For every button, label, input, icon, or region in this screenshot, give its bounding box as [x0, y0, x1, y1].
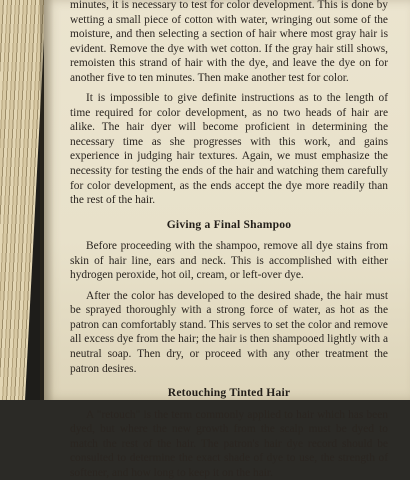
heading-retouching: Retouching Tinted Hair — [167, 386, 291, 400]
page-gutter-shadow — [40, 0, 54, 400]
page-text — [70, 0, 388, 480]
book-page — [44, 0, 410, 479]
paragraph-retouch-definition: A "retouch" is the term commonly applied to hair which has been dyed, but where the new growth from the scalp must be dyed to match the rest of the hair. The patron's hair dye record should be consulted to determine the exact shade of dye to use, the strength of softener, and how long to keep it on the hair. — [70, 408, 388, 479]
paragraph-remove-stains: Before proceeding with the shampoo, remove all dye stains from skin of hair line, ears and neck. This is accomplished with either hydrogen peroxide, hot oil, cream, or left-over dye. — [70, 240, 388, 282]
paragraph-spray-and-shampoo: After the color has developed to the desired shade, the hair must be sprayed thoroughly with a strong force of water, as hot as the patron can comfortably stand. This serves to set the color and remove all excess dye from the hair; the hair is then shampooed lightly with a neutral soap. Then dry, or proceed with any other treatment the patron desires. — [70, 289, 388, 375]
paragraph-color-test: minutes, it is necessary to test for color development. This is done by wetting a small piece of cotton with water, wringing out some of the moisture, and then selecting a section of hair where most gray hair is evident. Remove the dye with wet cotton. If the gray hair still shows, remoisten this strand of hair with the dye, and leave the dye on for another five to ten minutes. Then make another test for color. — [70, 0, 388, 84]
heading-final-shampoo: Giving a Final Shampoo — [166, 217, 292, 231]
paragraph-development-time: It is impossible to give definite instructions as to the length of time required for color development, as no two heads of hair are alike. The hair dyer will become proficient in determining the necessary time as she progresses with this work, and gains experience in judging hair textures. Again, we must emphasize the necessity for testing the ends of the hair and watching them carefully for color development, as the ends accept the dye more readily than the rest of the hair. — [70, 92, 388, 207]
